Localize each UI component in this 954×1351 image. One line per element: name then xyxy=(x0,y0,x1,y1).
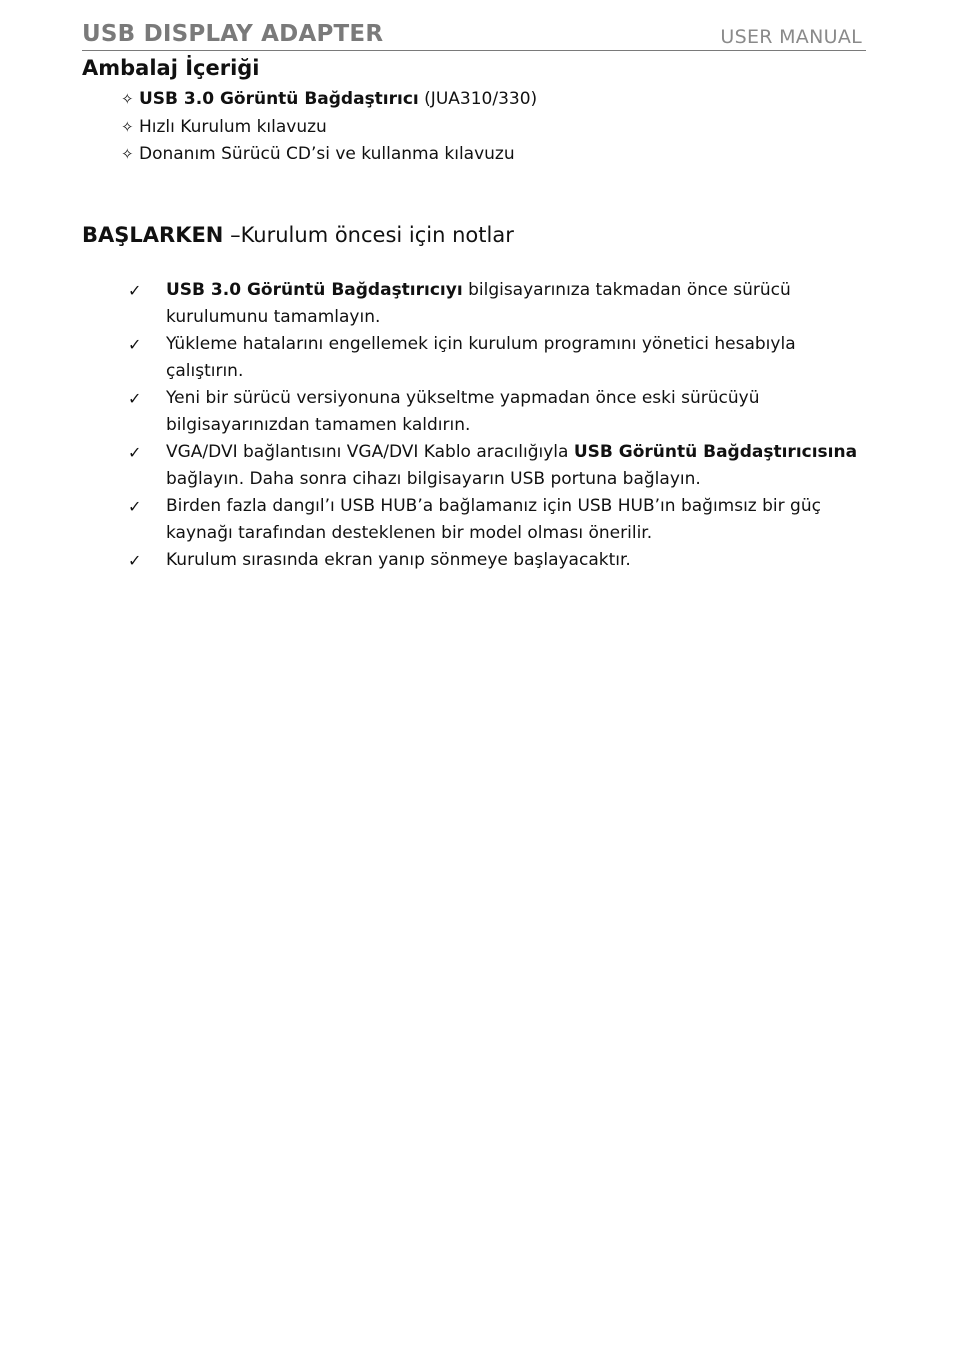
note-line-2: kurulumunu tamamlayın. xyxy=(166,307,381,327)
diamond-bullet-icon: ✧ xyxy=(121,117,134,136)
list-item xyxy=(121,141,537,169)
package-contents-title: Ambalaj İçeriği xyxy=(82,56,260,80)
diamond-bullet-icon: ✧ xyxy=(121,90,134,108)
item-text: Hızlı Kurulum kılavuzu xyxy=(139,116,327,137)
note-line-1 xyxy=(166,439,898,466)
page-header xyxy=(82,18,866,51)
note-text: Kurulum sırasında ekran yanıp sönmeye başlayacaktır. xyxy=(166,550,631,570)
note-line-2: bağlayın. Daha sonra cihazı bilgisayarın USB portuna bağlayın. xyxy=(166,469,701,489)
checkmark-icon: ✓ xyxy=(128,335,142,354)
list-item xyxy=(121,114,537,142)
checkmark-icon: ✓ xyxy=(128,389,142,408)
getting-started-heading xyxy=(82,223,514,247)
notes-list xyxy=(128,277,898,574)
package-contents-list xyxy=(121,86,537,169)
note-line-1 xyxy=(166,493,898,520)
note-text: VGA/DVI bağlantısını VGA/DVI Kablo aracılığıyla xyxy=(166,442,574,462)
list-item xyxy=(128,385,898,439)
note-line-2: bilgisayarınızdan tamamen kaldırın. xyxy=(166,415,471,435)
item-text: Donanım Sürücü CD’si ve kullanma kılavuzu xyxy=(139,144,515,164)
list-item xyxy=(128,439,898,493)
note-line-1 xyxy=(166,331,898,358)
note-text: Yükleme hatalarını engellemek için kurulum programını yönetici hesabıyla xyxy=(166,334,796,354)
checkmark-icon: ✓ xyxy=(128,443,142,462)
list-item xyxy=(128,331,898,385)
note-line-1 xyxy=(166,385,898,412)
note-line-2: kaynağı tarafından desteklenen bir model olması önerilir. xyxy=(166,523,653,543)
header-subtitle: USER MANUAL xyxy=(720,26,862,48)
item-bold: USB 3.0 Görüntü Bağdaştırıcı xyxy=(139,89,419,109)
note-text: bilgisayarınıza takmadan önce sürücü xyxy=(462,280,791,300)
list-item xyxy=(121,86,537,114)
getting-started-title-bold: BAŞLARKEN xyxy=(82,223,224,247)
getting-started-title-rest: –Kurulum öncesi için notlar xyxy=(223,223,514,247)
note-line-2: çalıştırın. xyxy=(166,361,244,381)
note-text: Yeni bir sürücü versiyonuna yükseltme yapmadan önce eski sürücüyü xyxy=(166,388,760,408)
diamond-bullet-icon: ✧ xyxy=(121,145,134,163)
note-line-1 xyxy=(166,277,898,304)
note-bold-2: USB Görüntü Bağdaştırıcısına xyxy=(573,442,858,462)
checkmark-icon: ✓ xyxy=(128,497,142,516)
header-title: USB DISPLAY ADAPTER xyxy=(82,21,384,47)
list-item xyxy=(128,277,898,331)
item-text: (JUA310/330) xyxy=(418,89,538,109)
checkmark-icon: ✓ xyxy=(128,551,142,570)
note-line-1 xyxy=(166,547,898,574)
list-item xyxy=(128,547,898,574)
list-item xyxy=(128,493,898,547)
checkmark-icon: ✓ xyxy=(128,281,142,300)
note-text: Birden fazla dangıl’ı USB HUB’a bağlamanız için USB HUB’ın bağımsız bir güç xyxy=(166,496,821,516)
note-bold: USB 3.0 Görüntü Bağdaştırıcıyı xyxy=(166,280,463,300)
